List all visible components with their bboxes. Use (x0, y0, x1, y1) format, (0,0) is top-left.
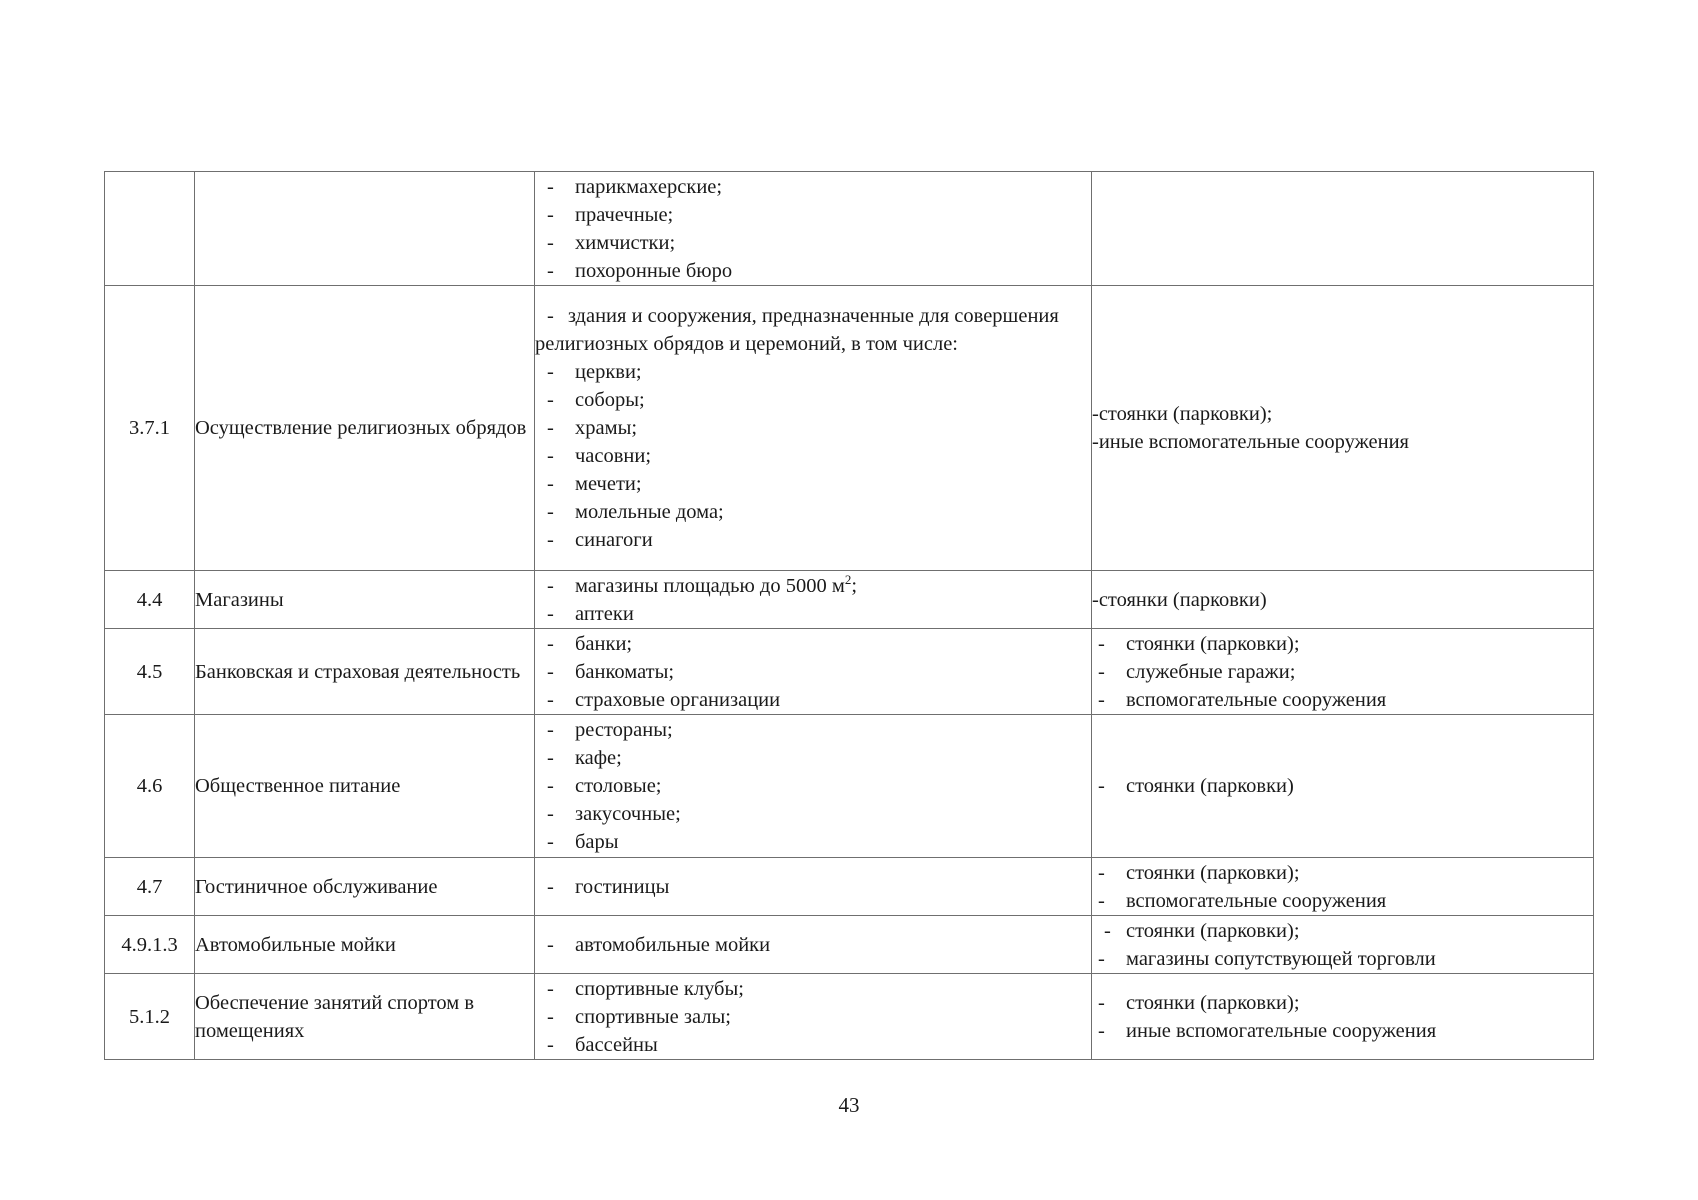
auxiliary-uses-cell (1092, 286, 1594, 571)
row-name: Банковская и страховая деятельность (195, 629, 535, 715)
aux-line: -стоянки (парковки) (1092, 588, 1267, 611)
list-item: - бассейны (535, 1031, 1091, 1059)
table-row (105, 629, 1594, 715)
list-item: - иные вспомогательные сооружения (1092, 1017, 1593, 1045)
main-uses-cell (535, 916, 1092, 974)
list-item: - кафе; (535, 744, 1091, 772)
auxiliary-uses-cell (1092, 715, 1594, 858)
row-name: Гостиничное обслуживание (195, 858, 535, 916)
row-code (105, 172, 195, 286)
list-item: - магазины сопутствующей торговли (1092, 945, 1593, 973)
list-item: - вспомогательные сооружения (1092, 686, 1593, 714)
row-name (195, 172, 535, 286)
row-code: 4.9.1.3 (105, 916, 195, 974)
list-item: - синагоги (535, 526, 1091, 554)
row-code: 4.5 (105, 629, 195, 715)
row-name: Автомобильные мойки (195, 916, 535, 974)
table-row (105, 571, 1594, 629)
row-code: 5.1.2 (105, 974, 195, 1060)
list-item: - стоянки (парковки); (1092, 917, 1593, 945)
row-code: 4.6 (105, 715, 195, 858)
list-item: - стоянки (парковки) (1092, 772, 1593, 800)
main-uses-cell (535, 974, 1092, 1060)
table-row (105, 715, 1594, 858)
row-code: 4.7 (105, 858, 195, 916)
auxiliary-uses-cell (1092, 916, 1594, 974)
row-name: Обеспечение занятий спортом в помещениях (195, 974, 535, 1060)
list-item: - прачечные; (535, 201, 1091, 229)
list-item: - стоянки (парковки); (1092, 630, 1593, 658)
aux-line: -иные вспомогательные сооружения (1092, 431, 1409, 453)
list-item: - вспомогательные сооружения (1092, 887, 1593, 915)
list-item: - соборы; (535, 386, 1091, 414)
list-item: - храмы; (535, 414, 1091, 442)
main-uses-cell (535, 172, 1092, 286)
row-code: 4.4 (105, 571, 195, 629)
list-item: - химчистки; (535, 229, 1091, 257)
main-uses-cell (535, 715, 1092, 858)
list-item: - служебные гаражи; (1092, 658, 1593, 686)
list-item: - магазины площадью до 5000 $м^2$; (535, 572, 1091, 600)
table-row (105, 974, 1594, 1060)
auxiliary-uses-cell (1092, 974, 1594, 1060)
list-item: - бары (535, 828, 1091, 856)
table-row (105, 858, 1594, 916)
list-item: - парикмахерские; (535, 173, 1091, 201)
list-item: - часовни; (535, 442, 1091, 470)
list-item: - банкоматы; (535, 658, 1091, 686)
list-lead: - здания и сооружения, предназначенные для совершения религиозных обрядов и церемоний, в том числе: (535, 305, 1059, 355)
table-row (105, 916, 1594, 974)
page-number: 43 (838, 1093, 860, 1117)
aux-line: -стоянки (парковки); (1092, 403, 1273, 425)
row-code: 3.7.1 (105, 286, 195, 571)
auxiliary-uses-cell (1092, 629, 1594, 715)
list-item: - стоянки (парковки); (1092, 859, 1593, 887)
land-use-table (104, 171, 1594, 1060)
main-uses-cell (535, 629, 1092, 715)
list-item: - церкви; (535, 358, 1091, 386)
main-uses-cell (535, 571, 1092, 629)
row-name: Осуществление религиозных обрядов (195, 286, 535, 571)
list-item: - мечети; (535, 470, 1091, 498)
list-item: - столовые; (535, 772, 1091, 800)
table-row (105, 172, 1594, 286)
main-uses-cell (535, 286, 1092, 571)
list-item: - страховые организации (535, 686, 1091, 714)
main-uses-cell (535, 858, 1092, 916)
row-name: Общественное питание (195, 715, 535, 858)
list-item: - закусочные; (535, 800, 1091, 828)
list-item: - спортивные залы; (535, 1003, 1091, 1031)
list-item: - рестораны; (535, 716, 1091, 744)
list-item: - молельные дома; (535, 498, 1091, 526)
list-item: - автомобильные мойки (535, 931, 1091, 959)
table-row (105, 286, 1594, 571)
list-item: - похоронные бюро (535, 257, 1091, 285)
list-item: - стоянки (парковки); (1092, 989, 1593, 1017)
auxiliary-uses-cell (1092, 858, 1594, 916)
list-item: - банки; (535, 630, 1091, 658)
auxiliary-uses-cell (1092, 172, 1594, 286)
row-name: Магазины (195, 571, 535, 629)
list-item: - аптеки (535, 600, 1091, 628)
list-item: - спортивные клубы; (535, 975, 1091, 1003)
auxiliary-uses-cell (1092, 571, 1594, 629)
list-item: - гостиницы (535, 873, 1091, 901)
